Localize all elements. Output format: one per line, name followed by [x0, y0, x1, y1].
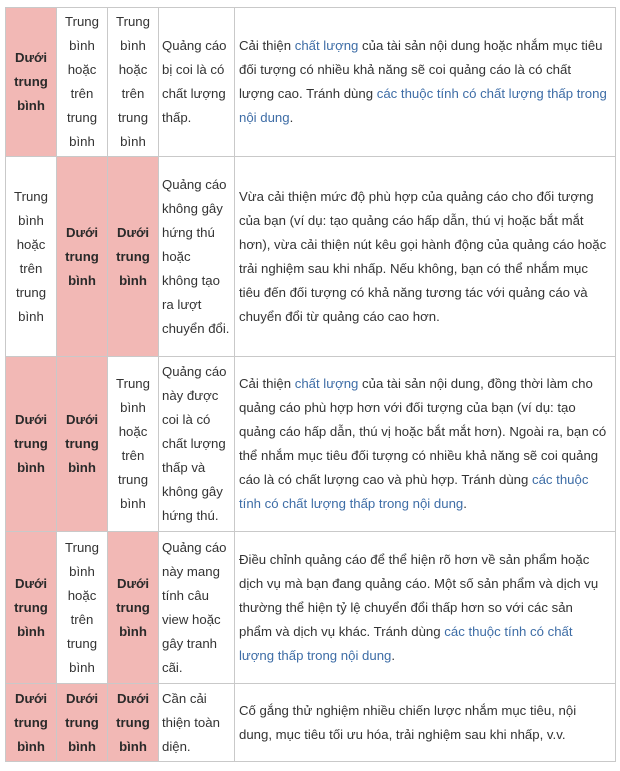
quality-ranking-cell: Dưới trung bình — [6, 532, 57, 684]
recommendation-text: Vừa cải thiện mức độ phù hợp của quảng cáo cho đối tượng của bạn (ví dụ: tạo quảng cáo hấp dẫn, thú vị hoặc bắt mắt hơn), vừa cải thiện nút kêu gọi hành động của quảng cáo hoặc trải nghiệm sau khi nhấp. Nếu không, bạn có thể nhắm mục tiêu đến đối tượng có khả năng tương tác với quảng cáo và chuyển đổi từ quảng cáo cao hơn. — [239, 188, 607, 324]
recommendation-text: của tài sản nội dung, đồng thời làm cho quảng cáo phù hợp hơn với đối tượng của bạn (ví dụ: tạo quảng cáo hấp dẫn, thú vị hoặc bắt mắt hơn). Ngoài ra, bạn có thể nhắm mục tiêu đối tượng có nhiều khả năng sẽ coi quảng cáo là có chất lượng cao và phù hợp. Tránh dùng — [239, 376, 607, 487]
quality-link[interactable]: chất lượng — [294, 38, 359, 53]
recommendation-text: . — [391, 647, 396, 663]
engagement-ranking-cell: Dưới trung bình — [57, 357, 108, 532]
quality-ranking-cell: Dưới trung bình — [6, 8, 57, 157]
reason-cell: Quảng cáo bị coi là có chất lượng thấp. — [159, 8, 235, 157]
quality-ranking-cell: Dưới trung bình — [6, 357, 57, 532]
reason-cell: Quảng cáo này được coi là có chất lượng thấp và không gây hứng thú. — [159, 357, 235, 532]
engagement-ranking-cell: Trung bình hoặc trên trung bình — [57, 8, 108, 157]
conversion-ranking-cell: Trung bình hoặc trên trung bình — [108, 357, 159, 532]
recommendation-text: . — [289, 110, 294, 125]
engagement-ranking-cell: Dưới trung bình — [57, 157, 108, 357]
reason-cell: Quảng cáo này mang tính câu view hoặc gây tranh cãi. — [159, 532, 235, 684]
ad-relevance-diagnostics-table — [5, 7, 616, 762]
conversion-ranking-cell: Dưới trung bình — [108, 684, 159, 762]
engagement-ranking-cell: Trung bình hoặc trên trung bình — [57, 532, 108, 684]
table-row — [6, 532, 616, 684]
conversion-ranking-cell: Dưới trung bình — [108, 157, 159, 357]
recommendation-text: Cải thiện — [239, 376, 295, 391]
conversion-ranking-cell: Trung bình hoặc trên trung bình — [108, 8, 159, 157]
table-row — [6, 357, 616, 532]
quality-ranking-cell: Dưới trung bình — [6, 684, 57, 762]
table-row — [6, 8, 616, 157]
recommendation-cell — [235, 684, 616, 762]
quality-ranking-cell: Trung bình hoặc trên trung bình — [6, 157, 57, 357]
low-quality-attributes-link[interactable]: các thuộc tính có chất lượng thấp trong nội dung — [239, 86, 607, 125]
recommendation-text: . — [463, 496, 467, 511]
table-row — [6, 684, 616, 762]
recommendation-cell — [235, 157, 616, 357]
recommendation-cell — [235, 8, 616, 157]
conversion-ranking-cell: Dưới trung bình — [108, 532, 159, 684]
recommendation-text: của tài sản nội dung hoặc nhắm mục tiêu đối tượng có nhiều khả năng sẽ coi quảng cáo là có chất lượng cao. Tránh dùng — [239, 38, 603, 101]
reason-cell: Cần cải thiện toàn diện. — [159, 684, 235, 762]
engagement-ranking-cell: Dưới trung bình — [57, 684, 108, 762]
recommendation-cell — [235, 532, 616, 684]
recommendation-text: Cố gắng thử nghiệm nhiều chiến lược nhắm mục tiêu, nội dung, mục tiêu tối ưu hóa, trải nghiệm sau khi nhấp, v.v. — [239, 702, 577, 742]
recommendation-text: Điều chỉnh quảng cáo để thể hiện rõ hơn về sản phẩm hoặc dịch vụ mà bạn đang quảng cáo. Một số sản phẩm và dịch vụ thường thể hiện tỷ lệ chuyển đổi thấp hơn so với các sản phẩm và dịch vụ khác. Tránh dùng — [239, 551, 599, 639]
quality-link[interactable]: chất lượng — [294, 376, 359, 391]
recommendation-cell — [235, 357, 616, 532]
recommendation-text: Cải thiện — [239, 38, 295, 53]
table-row — [6, 157, 616, 357]
low-quality-attributes-link[interactable]: các thuộc tính có chất lượng thấp trong nội dung — [239, 623, 573, 663]
low-quality-attributes-link[interactable]: các thuộc tính có chất lượng thấp trong nội dung — [239, 472, 589, 511]
reason-cell: Quảng cáo không gây hứng thú hoặc không tạo ra lượt chuyển đổi. — [159, 157, 235, 357]
